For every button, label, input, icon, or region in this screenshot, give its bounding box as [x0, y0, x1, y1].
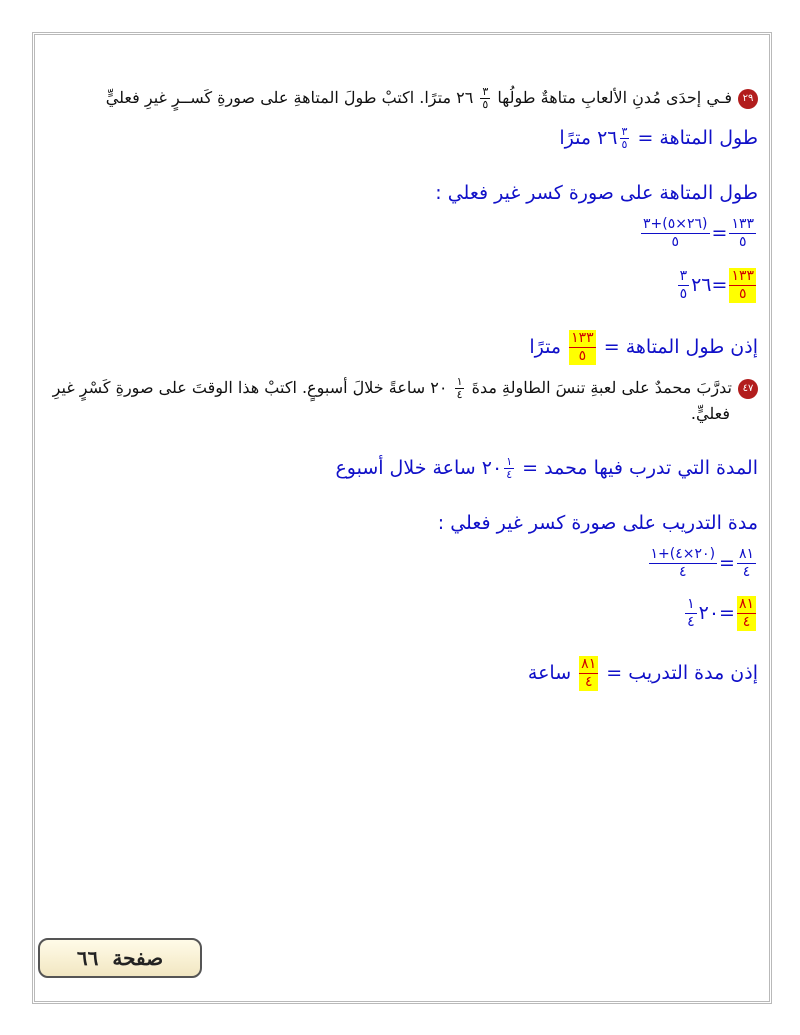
- answer-29-equation-1: $\frac{١٣٣}{٥}$ = $\frac{(٢٦\times ٥)+٣}{٥}$: [643, 216, 754, 250]
- fraction-denominator: ٥: [482, 98, 489, 111]
- answer-47-duration: [335, 456, 758, 481]
- answer-47-final: [528, 656, 758, 691]
- highlighted-fraction: [569, 330, 596, 365]
- answer-47-equation-2: $\frac{٨١}{٤}$ =٢٠ $\frac{١}{٤}$: [687, 596, 754, 630]
- answer-29-heading: طول المتاهة على صورة كسر غير فعلي :: [435, 182, 758, 204]
- fraction-numerator: ١: [506, 455, 513, 468]
- mixed-fraction: [678, 268, 690, 303]
- fraction-denominator: ٥: [671, 234, 680, 250]
- fraction-numerator: ١: [687, 596, 695, 612]
- fraction-denominator: ٤: [506, 468, 513, 481]
- fraction-numerator: ٨١: [581, 656, 597, 672]
- answer-29-length: [559, 126, 758, 151]
- fraction-numerator: ١٣٣: [731, 268, 754, 284]
- question-29: [106, 86, 758, 111]
- fraction-denominator: ٤: [584, 674, 593, 690]
- question-text-after: ٢٦ مترًا. اكتبْ طولَ المتاهةِ على صورةِ كَســرٍ غيرِ فعليٍّ: [105, 88, 474, 107]
- answer-unit: مترًا: [559, 127, 592, 149]
- mixed-whole: ٢٦: [691, 274, 712, 296]
- fraction-denominator: ٤: [742, 564, 751, 580]
- page-label: صفحة: [112, 946, 164, 970]
- fraction-numerator: ٣: [482, 85, 489, 98]
- question-number-badge: ٢٩: [738, 89, 758, 109]
- page-number-box: [38, 938, 202, 978]
- improper-fraction-result: [729, 216, 756, 251]
- answer-label: طول المتاهة =: [637, 127, 758, 149]
- mixed-fraction: [620, 126, 630, 151]
- improper-fraction-result: [737, 546, 756, 581]
- fraction-numerator: ٣: [621, 125, 628, 138]
- question-text-before: فـي إحدَى مُدنِ الألعابِ متاهةٌ طولُها: [497, 88, 732, 107]
- answer-label: إذن مدة التدريب =: [606, 662, 758, 684]
- answer-47-heading: مدة التدريب على صورة كسر غير فعلي :: [437, 512, 758, 534]
- page-number: ٦٦: [76, 946, 99, 970]
- fraction-numerator: (٢٠×٤)+١: [650, 546, 716, 562]
- answer-47-equation-1: $\frac{٨١}{٤}$ = $\frac{(٢٠\times ٤)+١}{٤}$: [650, 546, 754, 580]
- question-text-before: تدرَّبَ محمدٌ على لعبةِ تنسَ الطاولةِ مدةَ: [471, 378, 732, 397]
- highlighted-fraction: [729, 268, 756, 303]
- answer-unit: ساعة خلال أسبوع: [335, 457, 476, 479]
- mixed-whole: ٢٠: [481, 457, 503, 479]
- answer-unit: ساعة: [527, 662, 572, 684]
- fraction-denominator: ٥: [679, 286, 688, 302]
- question-text-after: ٢٠ ساعةً خلالَ أسبوعٍ. اكتبْ هذا الوقتَ على صورةِ كَسْرٍ غيرِ: [52, 378, 448, 397]
- fraction-numerator: ١٣٣: [731, 216, 754, 232]
- conversion-expression: [641, 216, 710, 251]
- question-fraction: [480, 86, 490, 111]
- answer-label: المدة التي تدرب فيها محمد =: [522, 457, 758, 479]
- highlighted-fraction: [579, 656, 598, 691]
- answer-29-equation-2: $\frac{١٣٣}{٥}$ =٢٦ $\frac{٣}{٥}$: [679, 268, 754, 302]
- conversion-expression: [649, 546, 718, 581]
- fraction-numerator: ١٣٣: [571, 330, 594, 346]
- fraction-numerator: ٨١: [738, 596, 754, 612]
- fraction-numerator: ٣: [679, 268, 688, 284]
- fraction-denominator: ٤: [742, 614, 751, 630]
- fraction-denominator: ٥: [621, 138, 628, 151]
- highlighted-fraction: [737, 596, 756, 631]
- fraction-denominator: ٤: [687, 614, 695, 630]
- question-fraction: [455, 376, 465, 401]
- answer-label: إذن طول المتاهة =: [603, 336, 758, 358]
- question-number-badge: ٤٧: [738, 379, 758, 399]
- fraction-denominator: ٤: [679, 564, 687, 580]
- mixed-fraction: [504, 456, 514, 481]
- fraction-denominator: ٥: [578, 348, 587, 364]
- mixed-fraction: [685, 596, 697, 631]
- fraction-denominator: ٤: [456, 388, 463, 401]
- answer-unit: مترًا: [529, 336, 562, 358]
- fraction-denominator: ٥: [738, 234, 747, 250]
- fraction-denominator: ٥: [738, 286, 747, 302]
- question-47-line-2: فعليٍّ.: [690, 404, 730, 423]
- fraction-numerator: ٨١: [738, 546, 754, 562]
- mixed-whole: ٢٦: [597, 127, 618, 149]
- fraction-numerator: (٢٦×٥)+٣: [643, 216, 708, 232]
- fraction-numerator: ١: [456, 375, 463, 388]
- answer-29-final: [529, 330, 758, 365]
- question-47: [53, 376, 758, 401]
- mixed-whole: ٢٠: [698, 602, 720, 624]
